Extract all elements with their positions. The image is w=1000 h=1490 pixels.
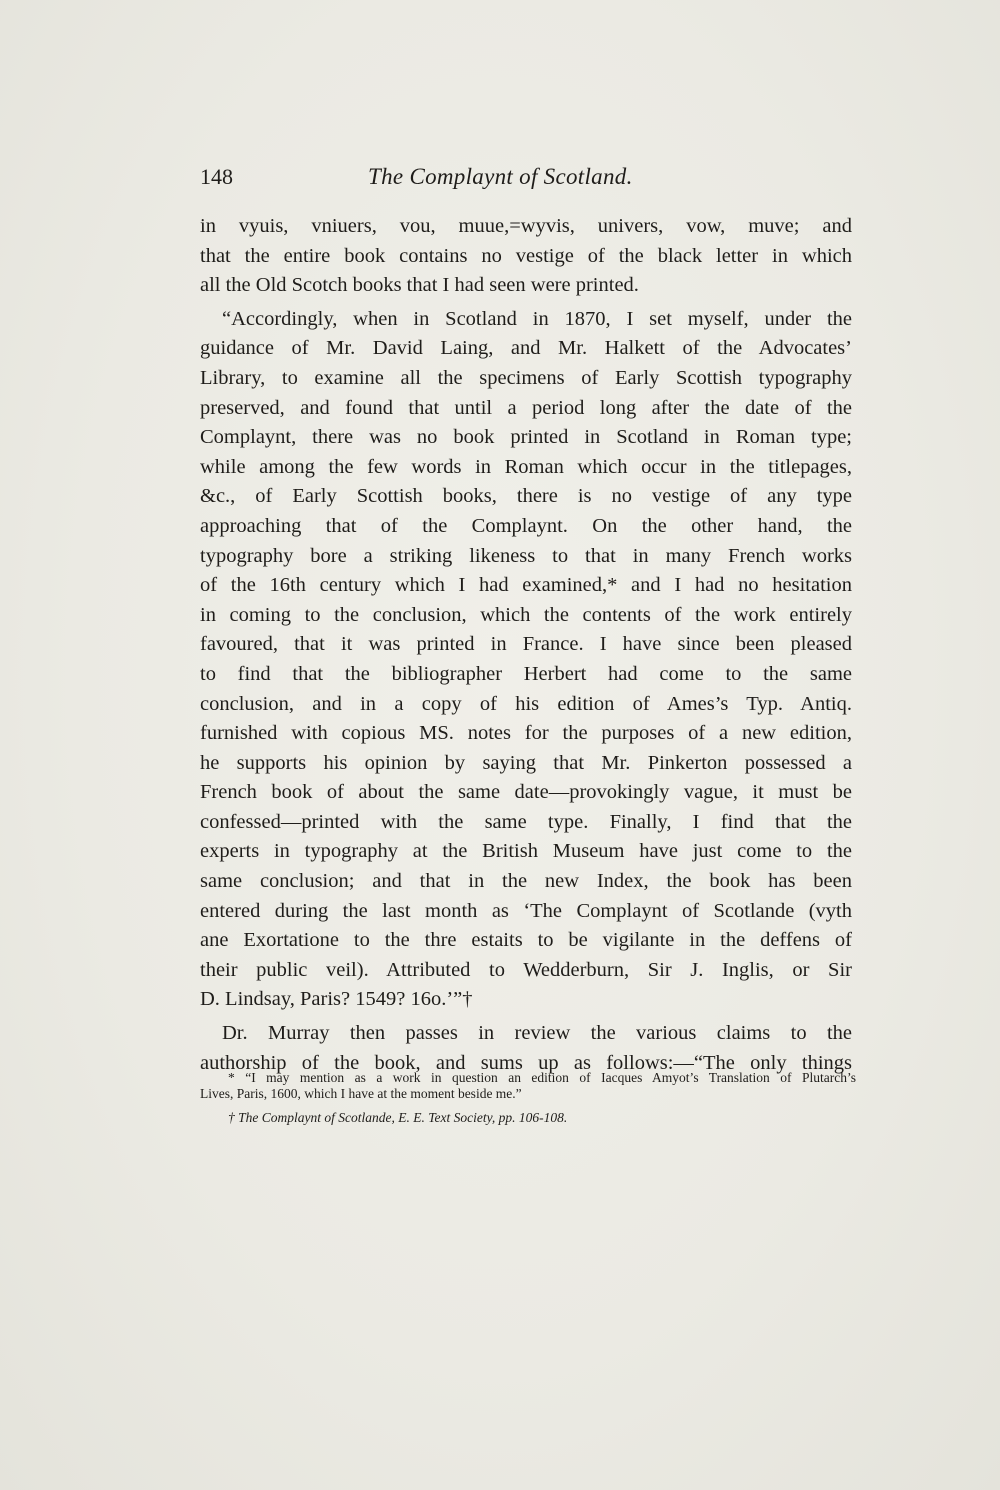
running-title: The Complaynt of Scotland. [368, 164, 633, 189]
text-line: authorship of the book, and sums up as follows:—“The only things [200, 1051, 852, 1074]
text-line: ane Exortatione to the thre estaits to be vigilante in the deffens of [200, 929, 852, 952]
footnote-star-line: * “I may mention as a work in question an edition of Iacques Amyot’s Translation of Plutarch’s [228, 1070, 856, 1085]
text-line: all the Old Scotch books that I had seen were printed. [200, 274, 639, 297]
text-line: their public veil). Attributed to Wedderburn, Sir J. Inglis, or Sir [200, 958, 852, 981]
text-line: same conclusion; and that in the new Index, the book has been [200, 870, 852, 893]
text-line: favoured, that it was printed in France. I have since been pleased [200, 633, 852, 656]
text-line: preserved, and found that until a period long after the date of the [200, 396, 852, 419]
text-line: of the 16th century which I had examined,* and I had no hesitation [200, 574, 852, 597]
footnote-dagger: † The Complaynt of Scotlande, E. E. Text Society, pp. 106-108. [228, 1110, 568, 1125]
text-line: confessed—printed with the same type. Finally, I find that the [200, 810, 852, 833]
text-line: “Accordingly, when in Scotland in 1870, I set myself, under the [222, 307, 852, 330]
text-line: Library, to examine all the specimens of Early Scottish typography [200, 366, 852, 389]
text-line: furnished with copious MS. notes for the purposes of a new edition, [200, 722, 852, 745]
text-line: in vyuis, vniuers, vou, muue,=wyvis, univers, vow, muve; and [200, 215, 852, 237]
text-line: Dr. Murray then passes in review the various claims to the [222, 1022, 852, 1045]
text-line: guidance of Mr. David Laing, and Mr. Halkett of the Advocates’ [200, 337, 852, 360]
text-line: approaching that of the Complaynt. On the other hand, the [200, 514, 852, 537]
text-line: French book of about the same date—provokingly vague, it must be [200, 781, 852, 804]
text-line: Complaynt, there was no book printed in Scotland in Roman type; [200, 426, 852, 449]
text-line: conclusion, and in a copy of his edition of Ames’s Typ. Antiq. [200, 692, 852, 715]
text-line: in coming to the conclusion, which the contents of the work entirely [200, 603, 852, 626]
text-line: typography bore a striking likeness to that in many French works [200, 544, 852, 567]
text-line: experts in typography at the British Museum have just come to the [200, 840, 852, 863]
page-header [200, 164, 660, 196]
paragraph [200, 212, 852, 301]
text-line: while among the few words in Roman which occur in the titlepages, [200, 455, 852, 478]
text-line: to find that the bibliographer Herbert had come to the same [200, 662, 852, 685]
text-line: entered during the last month as ‘The Complaynt of Scotlande (vyth [200, 899, 852, 922]
footnotes [200, 1070, 856, 1126]
page-number: 148 [200, 164, 233, 189]
text-line: that the entire book contains no vestige of the black letter in which [200, 244, 852, 267]
text-line: D. Lindsay, Paris? 1549? 16o.’”† [200, 988, 473, 1011]
text-line: &c., of Early Scottish books, there is no vestige of any type [200, 485, 852, 508]
text-line: he supports his opinion by saying that Mr. Pinkerton possessed a [200, 751, 852, 774]
footnote-star-line: Lives, Paris, 1600, which I have at the moment beside me.” [200, 1086, 522, 1101]
body-text [200, 212, 852, 1078]
paragraph [200, 305, 852, 1015]
